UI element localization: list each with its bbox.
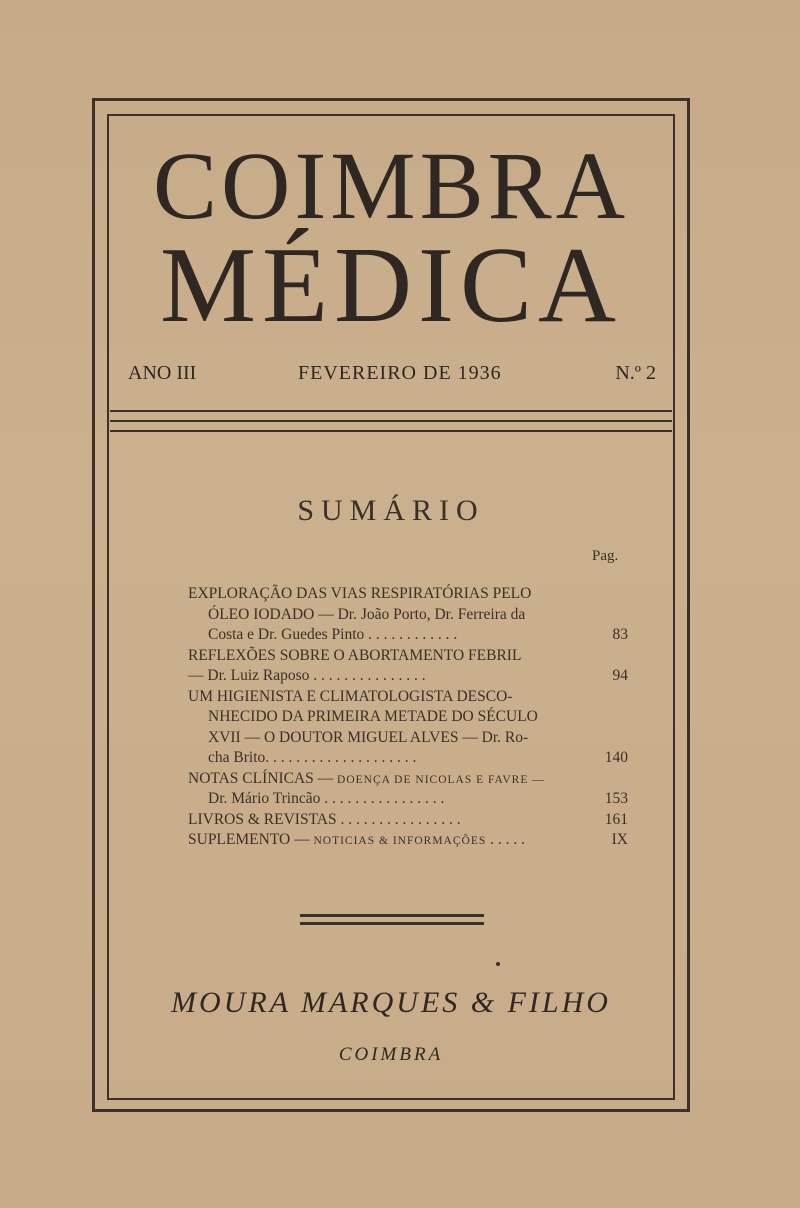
toc-entry-line: Dr. Mário Trincão . . . . . . . . . . . . . . . . bbox=[208, 790, 445, 807]
toc-page-number: IX bbox=[611, 831, 628, 848]
toc-entry-line: LIVROS & REVISTAS . . . . . . . . . . . . . . . . bbox=[188, 810, 461, 828]
toc-entry-line: cha Brito. . . . . . . . . . . . . . . . . . . . bbox=[208, 749, 417, 766]
publisher-name: MOURA MARQUES & FILHO bbox=[171, 986, 611, 1019]
toc-entry bbox=[188, 584, 628, 646]
toc-entry-line: REFLEXÕES SOBRE O ABORTAMENTO FEBRIL bbox=[188, 646, 522, 664]
issue-info-row bbox=[128, 362, 658, 388]
toc-entry-subtitle: NOTICIAS & INFORMAÇÕES bbox=[313, 835, 487, 847]
toc-entry-line: Costa e Dr. Guedes Pinto . . . . . . . . . . . . bbox=[208, 626, 458, 643]
toc-entry bbox=[188, 646, 628, 687]
issue-number: N.º 2 bbox=[615, 362, 656, 384]
ornament-rule bbox=[300, 922, 484, 925]
toc-entry-line: ÓLEO IODADO — Dr. João Porto, Dr. Ferreira da bbox=[208, 605, 526, 623]
toc-page-number: 161 bbox=[604, 810, 628, 828]
divider-rule bbox=[110, 420, 672, 422]
contents-heading: SUMÁRIO bbox=[297, 494, 485, 527]
ornament-rule bbox=[300, 914, 484, 917]
toc-entry bbox=[188, 830, 628, 851]
toc-entry-line: EXPLORAÇÃO DAS VIAS RESPIRATÓRIAS PELO bbox=[188, 585, 532, 602]
toc-entry-line: UM HIGIENISTA E CLIMATOLOGISTA DESCO- bbox=[188, 687, 513, 705]
toc-page-number: 94 bbox=[612, 667, 628, 684]
toc-page-number: 140 bbox=[604, 749, 628, 766]
toc-entry-line: XVII — O DOUTOR MIGUEL ALVES — Dr. Ro- bbox=[208, 728, 529, 746]
divider-rule bbox=[110, 430, 672, 432]
ornament-dot bbox=[496, 962, 500, 966]
journal-title-line1: COIMBRA bbox=[152, 132, 630, 239]
table-of-contents bbox=[188, 584, 628, 851]
toc-entry bbox=[188, 769, 628, 810]
toc-entry-line bbox=[188, 769, 628, 790]
issue-year: ANO III bbox=[128, 362, 197, 384]
page-column-label: Pag. bbox=[592, 548, 619, 564]
issue-date: FEVEREIRO DE 1936 bbox=[298, 362, 502, 384]
toc-entry bbox=[188, 810, 628, 831]
toc-entry-title: SUPLEMENTO — bbox=[188, 831, 314, 848]
toc-entry-line: — Dr. Luiz Raposo . . . . . . . . . . . . . . . bbox=[188, 667, 426, 684]
toc-entry-line: NHECIDO DA PRIMEIRA METADE DO SÉCULO bbox=[208, 708, 538, 725]
toc-leader-dots: . . . . . bbox=[486, 831, 525, 848]
toc-entry-line bbox=[188, 830, 628, 851]
toc-entry-subtitle: DOENÇA DE NICOLAS E FAVRE — bbox=[337, 773, 545, 786]
divider-rule bbox=[110, 410, 672, 412]
toc-page-number: 153 bbox=[604, 790, 628, 807]
toc-entry-title: NOTAS CLÍNICAS — bbox=[188, 769, 338, 787]
toc-page-number: 83 bbox=[612, 626, 628, 643]
journal-title-line2: MÉDICA bbox=[160, 226, 622, 345]
toc-entry bbox=[188, 687, 628, 769]
publisher-city: COIMBRA bbox=[338, 1044, 444, 1065]
